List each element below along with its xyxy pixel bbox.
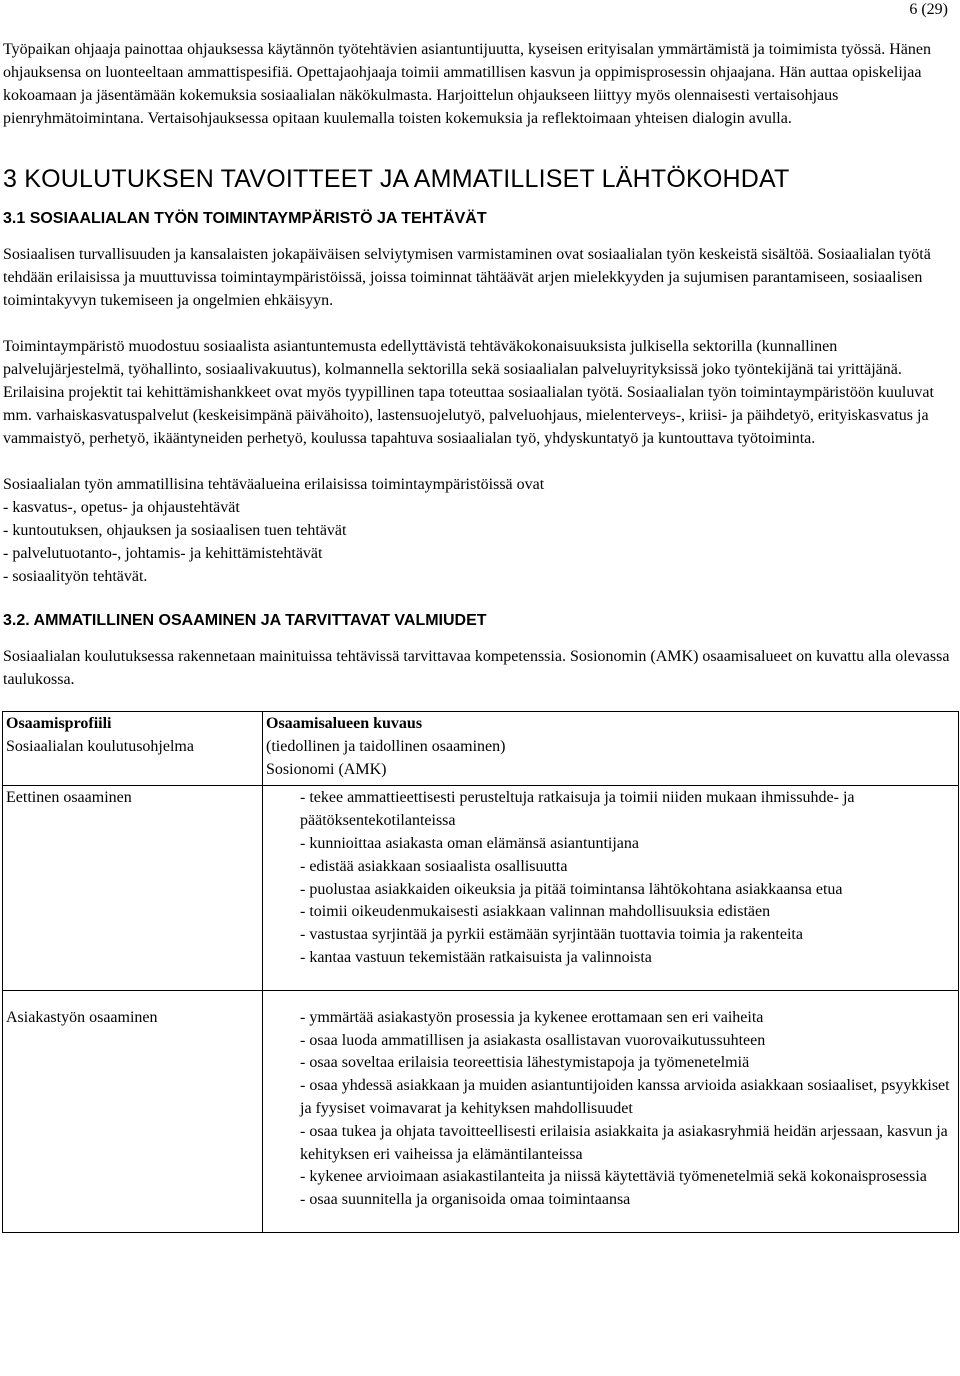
header-cell-profile <box>3 712 263 786</box>
section-3-2-title: 3.2. AMMATILLINEN OSAAMINEN JA TARVITTAVAT VALMIUDET <box>3 612 487 629</box>
list-item: - kuntoutuksen, ohjauksen ja sosiaalisen tuen tehtävät <box>3 522 347 539</box>
list-item: - kunnioittaa asiakasta oman elämänsä asiantuntijana <box>300 834 639 852</box>
list-item: - sosiaalityön tehtävät. <box>3 568 148 585</box>
list-item: - palvelutuotanto-, johtamis- ja kehittämistehtävät <box>3 545 323 562</box>
header-description-subtitle: (tiedollinen ja taidollinen osaaminen) <box>266 737 506 755</box>
list-item: - osaa suunnitella ja organisoida omaa toimintaansa <box>300 1191 631 1209</box>
list-item: - toimii oikeudenmukaisesti asiakkaan valinnan mahdollisuuksia edistäen <box>300 903 771 921</box>
section-3-2-paragraph: Sosiaalialan koulutuksessa rakennetaan mainituissa tehtävissä tarvittavaa kompetenssia. Sosionomin (AMK) osaamisalueet on kuvattu alla olevassa taulukossa. <box>3 648 950 688</box>
task-area-list <box>3 496 953 588</box>
header-cell-description <box>263 712 959 786</box>
table-header-row <box>3 712 959 786</box>
intro-paragraph: Työpaikan ohjaaja painottaa ohjauksessa käytännön työtehtävien asiantuntijuutta, kyseisen erityisalan ymmärtämistä ja toimimista työssä. Hänen ohjauksensa on luonteeltaan ammattispesifiä. Opettajaohjaaja toimii ammatillisen kasvun ja oppimisprosessin ohjaajana. Hän auttaa opiskelijaa kokoamaan ja jäsentämään kokemuksia sosiaalialan näkökulmasta. Harjoittelun ohjaukseen liittyy myös olennaisesti vertaisohjaus pienryhmätoimintana. Vertaisohjauksessa opitaan kuulemalla toisten kokemuksia ja reflektoimaan yhteisen dialogin avulla. <box>3 41 931 127</box>
list-item: - edistää asiakkaan sosiaalista osallisuutta <box>300 857 568 875</box>
header-profile-title: Osaamisprofiili <box>6 715 112 732</box>
list-item: - osaa yhdessä asiakkaan ja muiden asiantuntijoiden kanssa arvioida asiakkaan sosiaaliset, psyykkiset ja fyysiset voimavarat ja kehityksen mahdollisuudet <box>300 1077 950 1117</box>
header-description-degree: Sosionomi (AMK) <box>266 760 387 778</box>
list-item: - osaa soveltaa erilaisia teoreettisia lähestymistapoja ja työmenetelmiä <box>300 1054 750 1072</box>
competence-area-cell: Eettinen osaaminen <box>3 786 263 990</box>
competence-item-list <box>266 1007 955 1212</box>
list-item: - kasvatus-, opetus- ja ohjaustehtävät <box>3 499 240 516</box>
table-row <box>3 990 959 1232</box>
list-item: - ymmärtää asiakastyön prosessia ja kykenee erottamaan sen eri vaiheita <box>300 1008 764 1026</box>
section-3-1-paragraph: Sosiaalialan työn ammatillisina tehtäväalueina erilaisissa toimintaympäristöissä ovat <box>3 476 545 493</box>
table-row <box>3 786 959 990</box>
competence-area-cell: Asiakastyön osaaminen <box>3 990 263 1232</box>
list-item: - tekee ammattieettisesti perusteltuja ratkaisuja ja toimii niiden mukaan ihmissuhde- ja päätöksentekotilanteissa <box>300 789 855 830</box>
list-item: - vastustaa syrjintää ja pyrkii estämään syrjintään tuottavia toimia ja rakenteita <box>300 926 803 944</box>
header-profile-subtitle: Sosiaalialan koulutusohjelma <box>6 737 194 755</box>
document-body <box>3 38 953 1233</box>
header-description-title: Osaamisalueen kuvaus <box>266 715 423 732</box>
section-3-1-title: 3.1 SOSIAALIALAN TYÖN TOIMINTAYMPÄRISTÖ JA TEHTÄVÄT <box>3 210 487 227</box>
list-item: - kantaa vastuun tekemistään ratkaisuista ja valinnoista <box>300 948 652 966</box>
page-number: 6 (29) <box>909 1 948 18</box>
list-item: - kykenee arvioimaan asiakastilanteita ja niissä käytettäviä työmenetelmiä sekä kokonaisprosessia <box>300 1168 927 1186</box>
list-item: - osaa luoda ammatillisen ja asiakasta osallistavan vuorovaikutussuhteen <box>300 1031 766 1049</box>
competence-item-list <box>266 787 955 969</box>
competence-description-cell <box>263 990 959 1232</box>
list-item: - osaa tukea ja ohjata tavoitteellisesti erilaisia asiakkaita ja asiakasryhmiä heidän arjessaan, kasvun ja kehityksen eri vaiheissa ja elämäntilanteissa <box>300 1122 948 1163</box>
competence-table <box>2 711 959 1233</box>
competence-description-cell <box>263 786 959 990</box>
section-3-1-paragraph: Toimintaympäristö muodostuu sosiaalista asiantuntemusta edellyttävistä tehtäväkokonaisuuksista julkisella sektorilla (kunnallinen palvelujärjestelmä, työhallinto, sosiaalivakuutus), kolmannella sektorilla sekä sosiaalialan palveluyrityksissä joko työntekijänä tai yrittäjänä. Erilaisina projektit tai kehittämishankkeet ovat myös tyypillinen tapa toteuttaa sosiaalialan työtä. Sosiaalialan työn toimintaympäristöön kuuluvat mm. varhaiskasvatuspalvelut (keskeisimpänä päivähoito), lastensuojelutyö, palveluohjaus, mielenterveys-, kriisi- ja päihdetyö, erityiskasvatus ja vammaistyö, perhetyö, ikääntyneiden perhetyö, koulussa tapahtuva sosiaalialan työ, yhdyskuntatyö ja kuntouttava työtoiminta. <box>3 338 934 447</box>
section-3-1-paragraph: Sosiaalisen turvallisuuden ja kansalaisten jokapäiväisen selviytymisen varmistaminen ovat sosiaalialan työn keskeistä sisältöä. Sosiaalialan työtä tehdään erilaisissa ja muuttuvissa toimintaympäristöissä, joissa toiminnat tähtäävät arjen mielekkyyden ja sujumisen parantamiseen, sosiaalisen toimintakyvyn tukemiseen ja ongelmien ehkäisyyn. <box>3 246 931 309</box>
list-item: - puolustaa asiakkaiden oikeuksia ja pitää toimintansa lähtökohtana asiakkaansa etua <box>300 880 843 898</box>
chapter-title: 3 KOULUTUKSEN TAVOITTEET JA AMMATILLISET LÄHTÖKOHDAT <box>3 165 790 193</box>
